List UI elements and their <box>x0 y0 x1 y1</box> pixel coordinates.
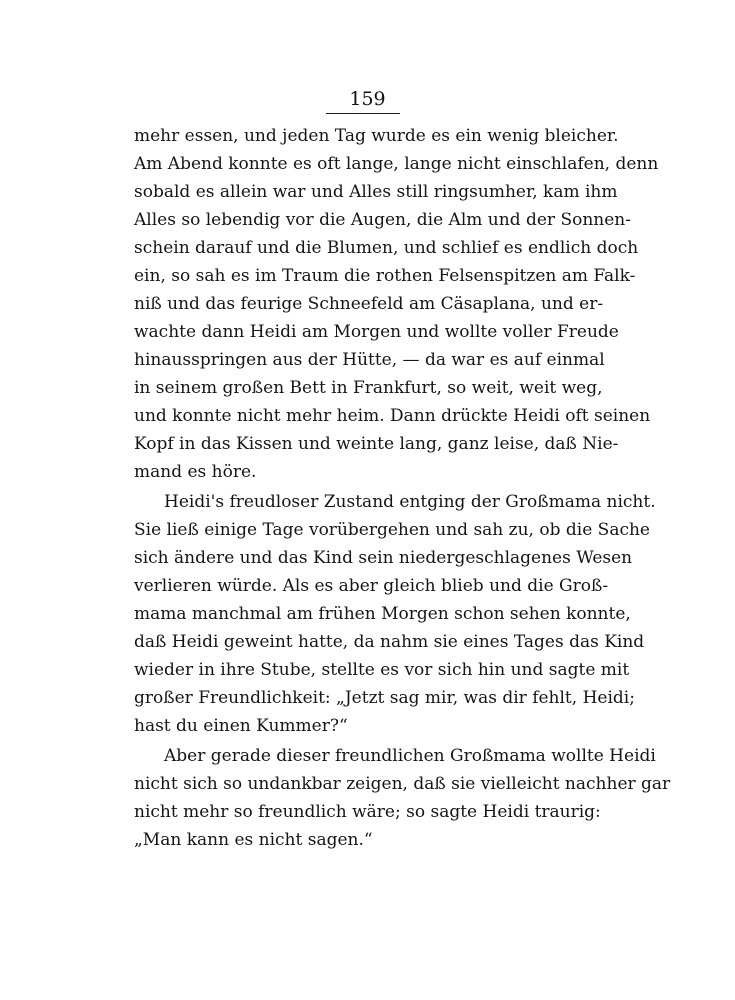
text-line: „Man kann es nicht sagen.“ <box>134 830 373 850</box>
text-line: sich ändere und das Kind sein niedergeschlagenes Wesen <box>134 548 633 568</box>
text-line: Kopf in das Kissen und weinte lang, ganz leise, daß Nie- <box>134 434 619 454</box>
text-line: hast du einen Kummer?“ <box>134 716 348 736</box>
text-line: Heidi's freudloser Zustand entging der Großmama nicht. <box>164 492 656 512</box>
text-line: nicht sich so undankbar zeigen, daß sie vielleicht nachher gar <box>134 774 671 794</box>
text-line: sobald es allein war und Alles still ringsumher, kam ihm <box>134 182 618 202</box>
text-line: Alles so lebendig vor die Augen, die Alm und der Sonnen- <box>134 210 631 230</box>
text-line: nicht mehr so freundlich wäre; so sagte Heidi traurig: <box>134 802 601 822</box>
text-line: Am Abend konnte es oft lange, lange nicht einschlafen, denn <box>134 154 659 174</box>
text-line: verlieren würde. Als es aber gleich blieb und die Groß- <box>134 576 609 596</box>
text-line: niß und das feurige Schneefeld am Cäsaplana, und er- <box>134 294 604 314</box>
text-line: und konnte nicht mehr heim. Dann drückte Heidi oft seinen <box>134 406 651 426</box>
text-line: wieder in ihre Stube, stellte es vor sich hin und sagte mit <box>134 660 630 680</box>
text-line: hinausspringen aus der Hütte, — da war es auf einmal <box>134 350 605 370</box>
text-line: mand es höre. <box>134 462 257 482</box>
page-number: 159 <box>349 88 386 110</box>
text-line: Sie ließ einige Tage vorübergehen und sah zu, ob die Sache <box>134 520 650 540</box>
text-line: schein darauf und die Blumen, und schlief es endlich doch <box>134 238 639 258</box>
text-line: mama manchmal am frühen Morgen schon sehen konnte, <box>134 604 631 624</box>
text-line: großer Freundlichkeit: „Jetzt sag mir, was dir fehlt, Heidi; <box>134 688 635 708</box>
header-rule <box>326 113 400 114</box>
text-line: ein, so sah es im Traum die rothen Felsenspitzen am Falk- <box>134 266 636 286</box>
text-line: in seinem großen Bett in Frankfurt, so weit, weit weg, <box>134 378 603 398</box>
text-line: daß Heidi geweint hatte, da nahm sie eines Tages das Kind <box>134 632 645 652</box>
text-line: Aber gerade dieser freundlichen Großmama wollte Heidi <box>164 746 656 766</box>
text-line: wachte dann Heidi am Morgen und wollte voller Freude <box>134 322 619 342</box>
text-line: mehr essen, und jeden Tag wurde es ein wenig bleicher. <box>134 126 619 146</box>
